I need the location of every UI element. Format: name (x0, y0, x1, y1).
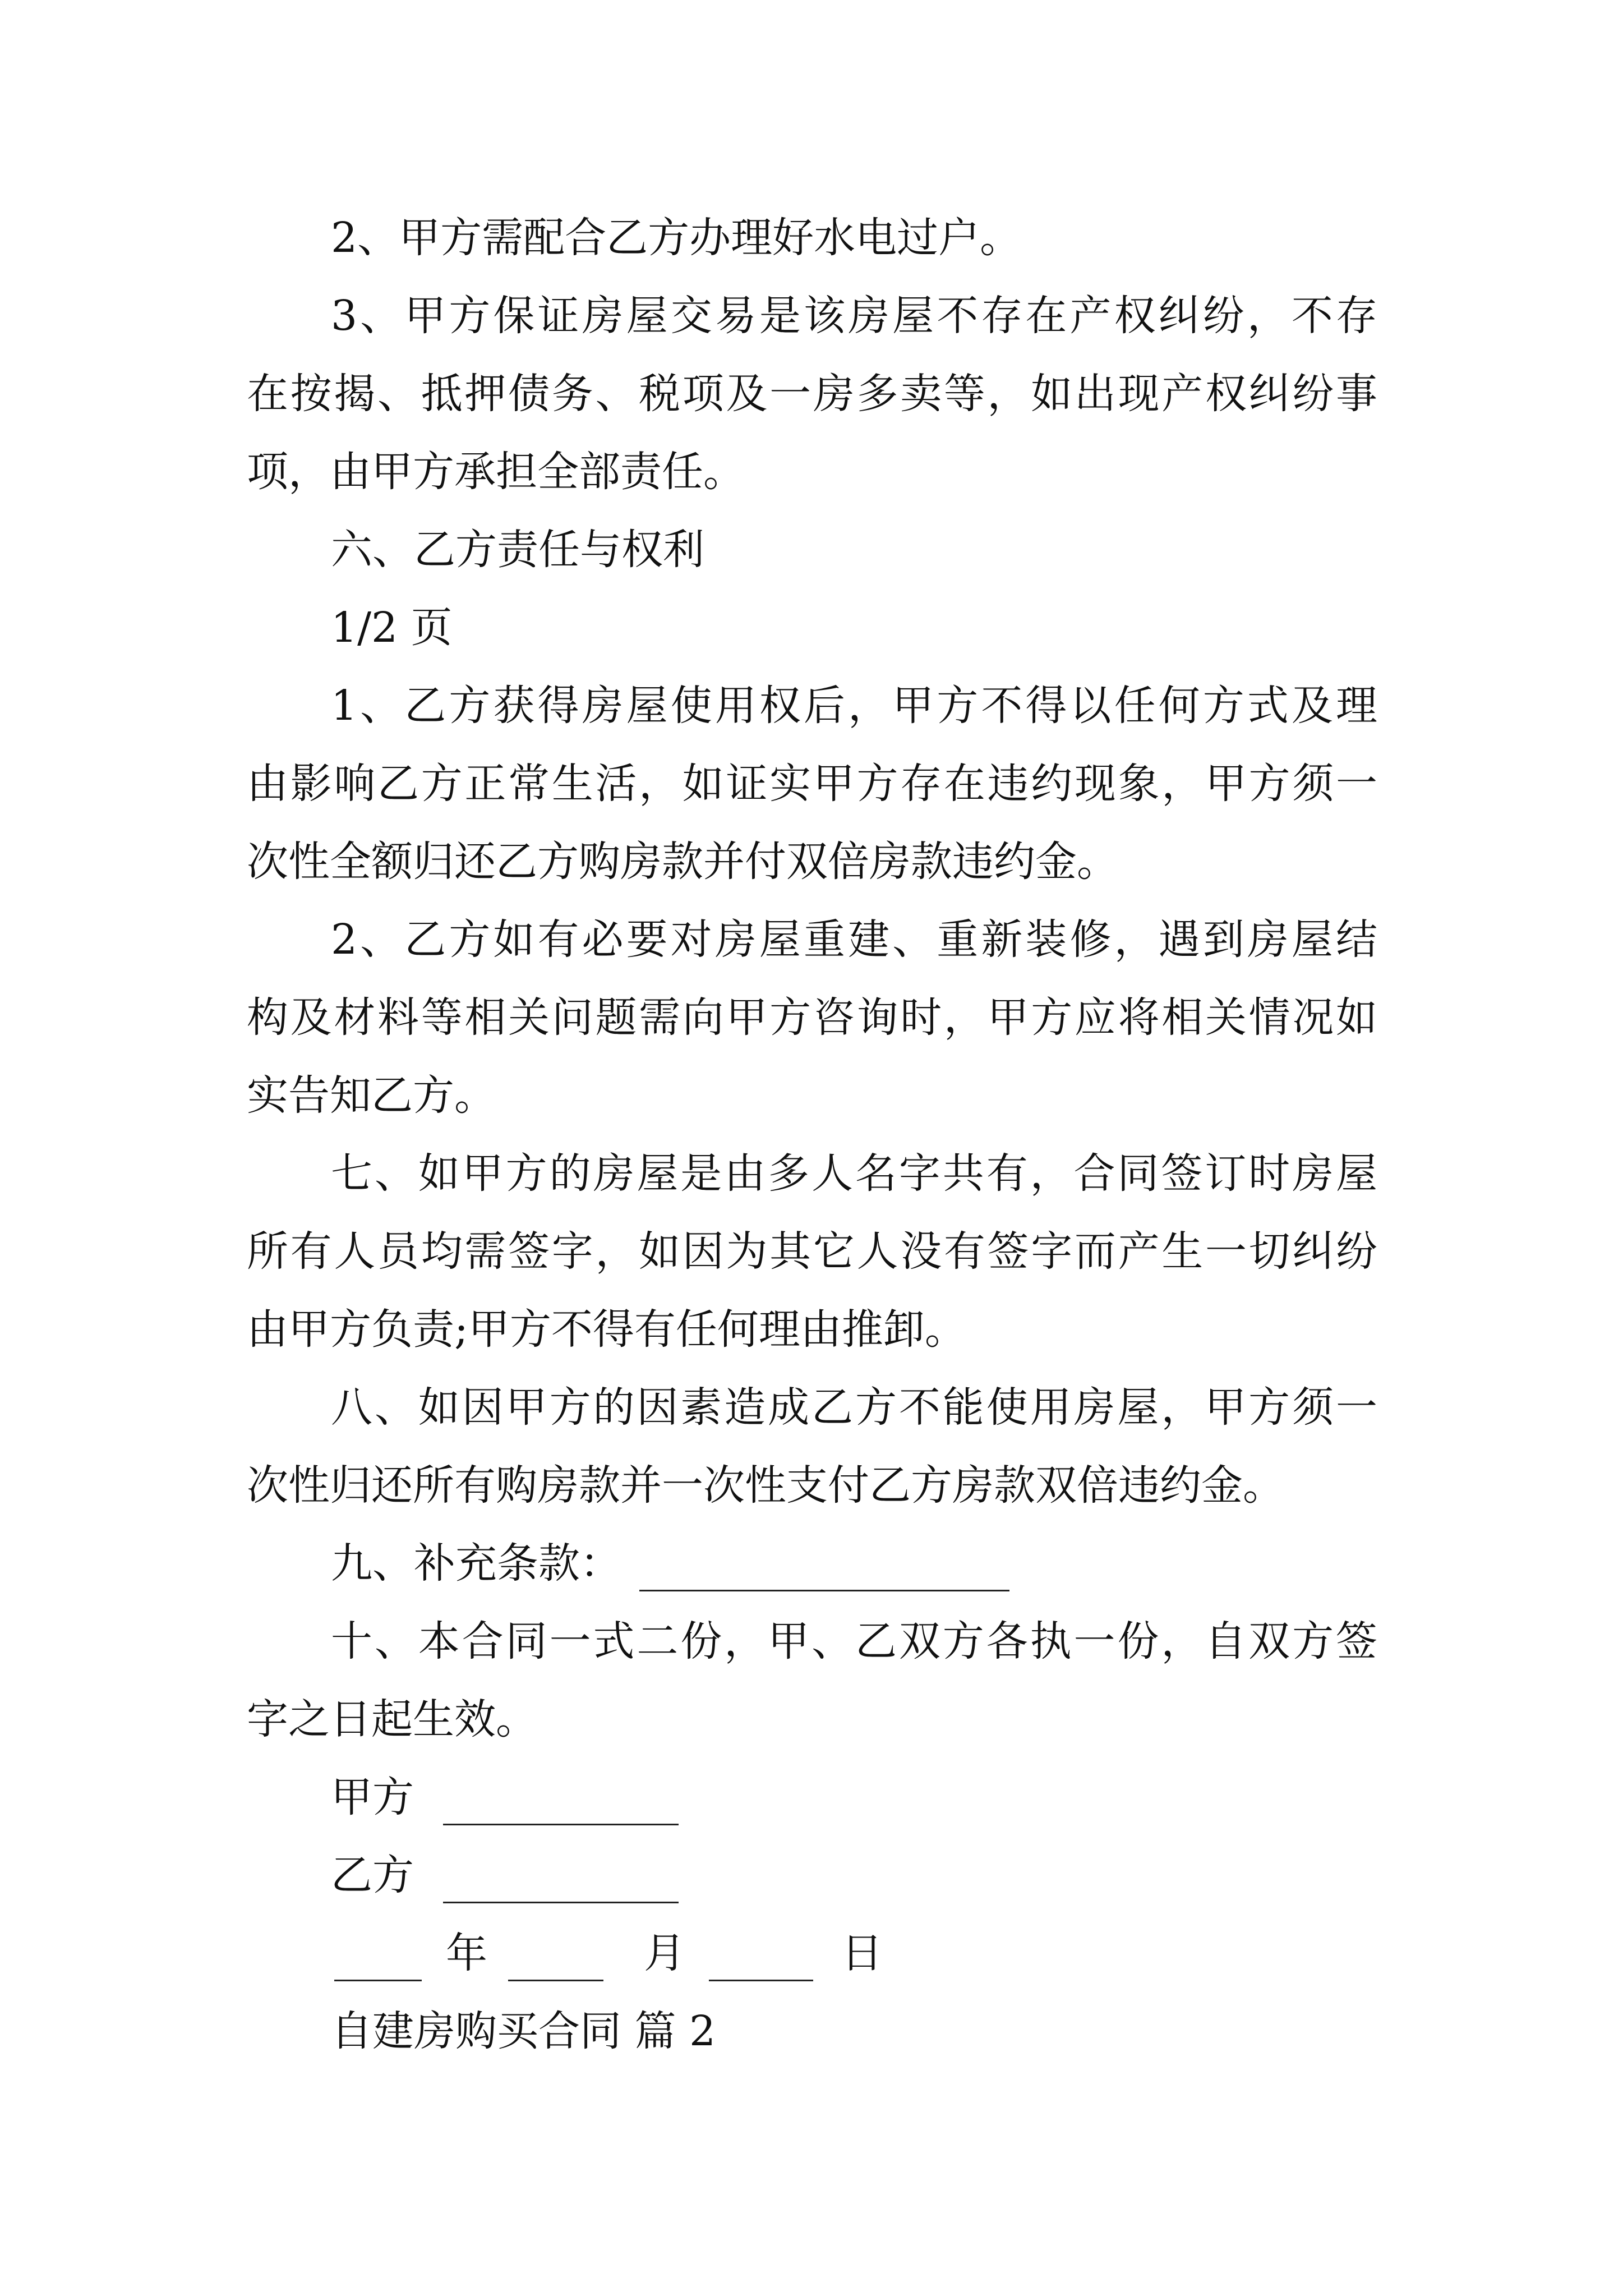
party-b-signature-blank (443, 1860, 679, 1903)
clause-8-line-2: 次性归还所有购房款并一次性支付乙方房款双倍违约金。 (247, 1461, 1284, 1510)
year-blank (334, 1938, 422, 1981)
year-label: 年 (446, 1929, 487, 1977)
clause-7-line-2: 所有人员均需签字，如因为其它人没有签字而产生一切纠纷 (247, 1227, 1377, 1276)
page-indicator: 1/2 页 (331, 604, 453, 652)
month-label: 月 (644, 1929, 685, 1977)
clause-7-line-3: 由甲方负责;甲方不得有任何理由推卸。 (247, 1305, 966, 1354)
next-section-title: 自建房购买合同 篇 2 (331, 2007, 716, 2055)
clause-5-3-line-2: 在按揭、抵押债务、税项及一房多卖等，如出现产权纠纷事 (247, 370, 1377, 418)
day-label: 日 (841, 1929, 883, 1977)
day-blank (709, 1938, 813, 1981)
clause-10-line-1: 十、本合同一式二份，甲、乙双方各执一份，自双方签 (331, 1617, 1377, 1665)
clause-6-1-line-1: 1、乙方获得房屋使用权后，甲方不得以任何方式及理 (331, 682, 1377, 730)
clause-8-line-1: 八、如因甲方的因素造成乙方不能使用房屋，甲方须一 (331, 1383, 1377, 1432)
party-a-signature-blank (443, 1782, 679, 1825)
clause-6-2-line-3: 实告知乙方。 (247, 1071, 496, 1120)
clause-9-label: 九、补充条款： (331, 1539, 621, 1588)
clause-6-2-line-1: 2、乙方如有必要对房屋重建、重新装修，遇到房屋结 (331, 915, 1377, 964)
clause-5-3-line-1: 3、甲方保证房屋交易是该房屋不存在产权纠纷，不存 (331, 292, 1377, 340)
clause-5-2: 2、甲方需配合乙方办理好水电过户。 (331, 214, 1022, 262)
clause-5-3-line-3: 项，由甲方承担全部责任。 (247, 448, 745, 496)
clause-6-1-line-2: 由影响乙方正常生活，如证实甲方存在违约现象，甲方须一 (247, 760, 1377, 808)
supplementary-terms-blank (639, 1548, 1009, 1591)
party-a-label: 甲方 (331, 1773, 414, 1821)
clause-6-1-line-3: 次性全额归还乙方购房款并付双倍房款违约金。 (247, 838, 1118, 886)
clause-7-line-1: 七、如甲方的房屋是由多人名字共有，合同签订时房屋 (331, 1149, 1377, 1198)
party-b-label: 乙方 (331, 1851, 414, 1899)
section-6-heading: 六、乙方责任与权利 (331, 526, 704, 574)
month-blank (508, 1938, 603, 1981)
clause-6-2-line-2: 构及材料等相关问题需向甲方咨询时，甲方应将相关情况如 (247, 993, 1377, 1042)
clause-10-line-2: 字之日起生效。 (247, 1695, 537, 1743)
